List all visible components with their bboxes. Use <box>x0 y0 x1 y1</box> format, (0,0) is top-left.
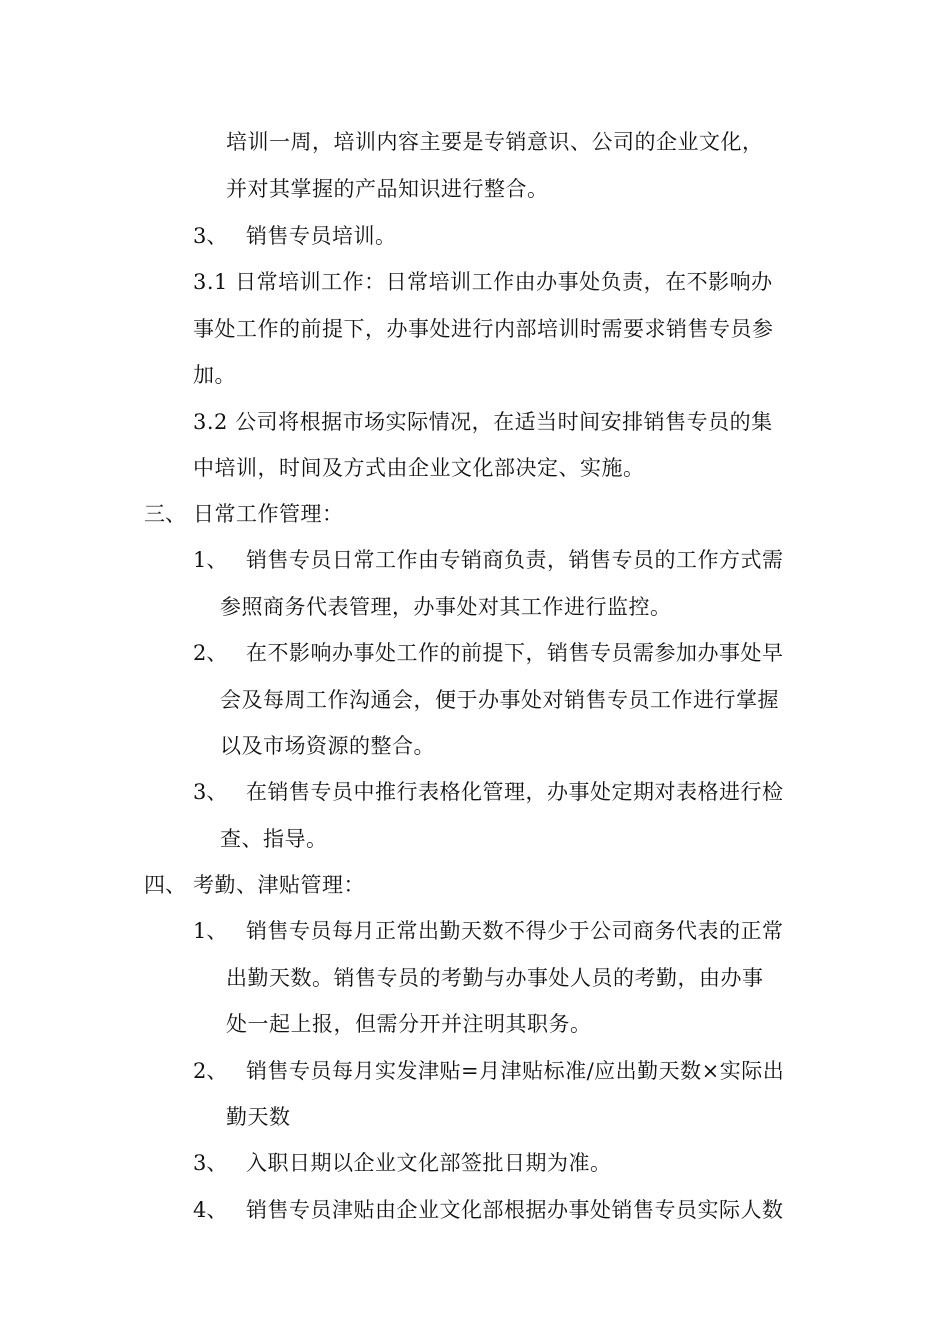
text-line: 3.2 公司将根据市场实际情况，在适当时间安排销售专员的集 <box>193 410 773 434</box>
list-item-text: 查、指导。 <box>220 827 328 851</box>
list-item-text: 入职日期以企业文化部签批日期为准。 <box>246 1151 612 1175</box>
text-line: 事处工作的前提下，办事处进行内部培训时需要求销售专员参 <box>193 317 774 341</box>
list-item-text: 销售专员每月正常出勤天数不得少于公司商务代表的正常 <box>246 919 784 943</box>
list-item-text: 销售专员津贴由企业文化部根据办事处销售专员实际人数 <box>246 1198 784 1222</box>
list-item-text: 会及每周工作沟通会，便于办事处对销售专员工作进行掌握 <box>220 688 779 712</box>
list-item-text: 处一起上报，但需分开并注明其职务。 <box>226 1012 592 1036</box>
list-item-text: 在不影响办事处工作的前提下，销售专员需参加办事处早 <box>246 641 784 665</box>
section-number: 四、 <box>144 873 186 897</box>
section-heading: 日常工作管理： <box>193 502 344 526</box>
list-item-heading: 销售专员培训。 <box>246 224 397 248</box>
list-number: 3、 <box>193 224 228 248</box>
list-number: 3、 <box>193 1151 228 1175</box>
text-line: 中培训，时间及方式由企业文化部决定、实施。 <box>193 456 645 480</box>
list-item-text: 以及市场资源的整合。 <box>220 734 435 758</box>
list-item-text: 参照商务代表管理，办事处对其工作进行监控。 <box>220 595 672 619</box>
list-item-text: 勤天数 <box>226 1105 291 1129</box>
list-item-text: 出勤天数。销售专员的考勤与办事处人员的考勤，由办事 <box>226 966 764 990</box>
list-number: 1、 <box>193 919 228 943</box>
section-number: 三、 <box>144 502 186 526</box>
list-item-text: 销售专员每月实发津贴=月津贴标准/应出勤天数×实际出 <box>246 1059 785 1083</box>
list-number: 1、 <box>193 548 228 572</box>
list-number: 2、 <box>193 641 228 665</box>
section-heading: 考勤、津贴管理： <box>193 873 365 897</box>
text-line: 3.1 日常培训工作：日常培训工作由办事处负责，在不影响办 <box>193 270 773 294</box>
list-number: 2、 <box>193 1059 228 1083</box>
list-item-text: 销售专员日常工作由专销商负责，销售专员的工作方式需 <box>246 548 784 572</box>
list-number: 3、 <box>193 780 228 804</box>
text-line: 并对其掌握的产品知识进行整合。 <box>226 177 549 201</box>
list-item-text: 在销售专员中推行表格化管理，办事处定期对表格进行检 <box>246 780 784 804</box>
list-number: 4、 <box>193 1198 228 1222</box>
text-line: 培训一周，培训内容主要是专销意识、公司的企业文化， <box>226 130 764 154</box>
text-line: 加。 <box>193 363 236 387</box>
